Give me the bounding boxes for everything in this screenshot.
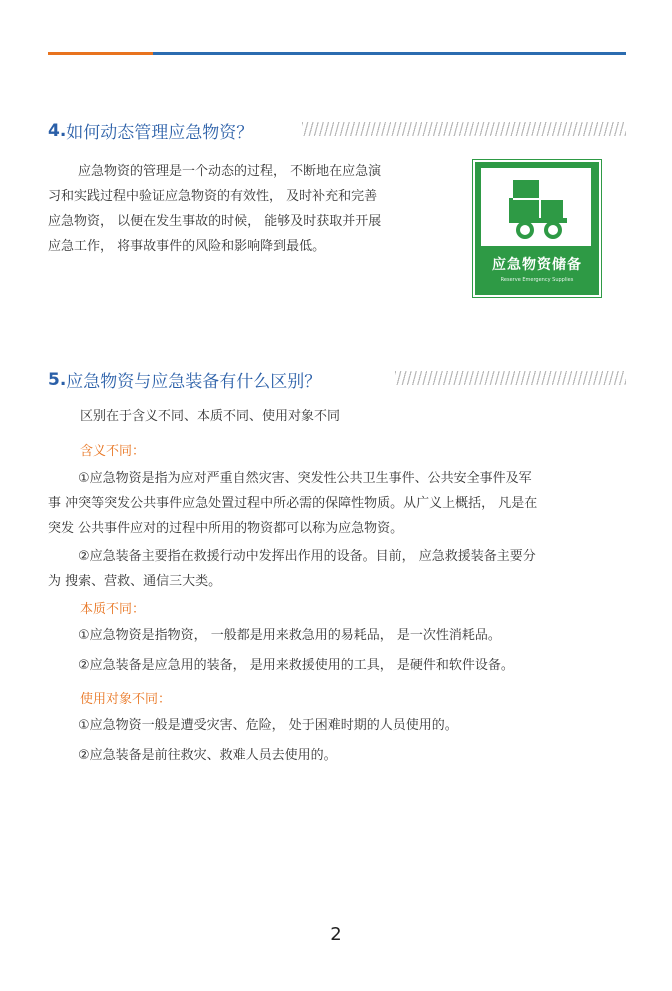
section-4-title: 如何动态管理应急物资？ xyxy=(66,123,254,143)
sign-subtitle: Reserve Emergency Supplies xyxy=(500,277,574,283)
body-line: 事 冲突等突发公共事件应急处置过程中所必需的保障性物质。从广义上概括， 凡是在 xyxy=(48,496,538,511)
heading-hatch-decoration xyxy=(302,122,626,136)
body-line: 习和实践过程中验证应急物资的有效性， 及时补充和完善 xyxy=(48,189,378,204)
body-line: 为 搜索、营救、通信三大类。 xyxy=(48,574,222,589)
body-line: 突发 公共事件应对的过程中所用的物资都可以称为应急物资。 xyxy=(48,521,404,536)
section-4-heading xyxy=(48,118,253,143)
meaning-label: 含义不同： xyxy=(80,444,146,459)
header-divider-blue xyxy=(153,52,626,55)
emergency-supplies-sign xyxy=(473,160,601,297)
nature-label: 本质不同： xyxy=(80,602,146,617)
sign-title: 应急物资储备 xyxy=(492,257,582,273)
nature-paragraph-1: ①应急物资是指物资， 一般都是用来救急用的易耗品， 是一次性消耗品。 xyxy=(78,628,501,643)
body-line: ②应急装备主要指在救援行动中发挥出作用的设备。目前， 应急救援装备主要分 xyxy=(78,549,536,564)
nature-paragraph-2: ②应急装备是应急用的装备， 是用来救援使用的工具， 是硬件和软件设备。 xyxy=(78,658,514,673)
body-line: 应急物资的管理是一个动态的过程， 不断地在应急演 xyxy=(78,164,382,179)
section-5-heading xyxy=(48,367,321,392)
users-label: 使用对象不同： xyxy=(80,692,172,707)
supplies-cart-icon xyxy=(481,168,591,246)
meaning-paragraph-1 xyxy=(48,466,638,541)
users-paragraph-2: ②应急装备是前往救灾、救难人员去使用的。 xyxy=(78,748,337,763)
header-divider-orange xyxy=(48,52,153,55)
header-divider xyxy=(48,52,626,55)
section-5-title: 应急物资与应急装备有什么区别？ xyxy=(66,372,322,392)
users-paragraph-1: ①应急物资一般是遭受灾害、危险， 处于困难时期的人员使用的。 xyxy=(78,718,458,733)
page-number: 2 xyxy=(330,924,342,945)
section-5-intro: 区别在于含义不同、本质不同、使用对象不同 xyxy=(80,409,341,424)
body-line: 应急物资， 以便在发生事故的时候， 能够及时获取并开展 xyxy=(48,214,382,229)
body-line: 应急工作， 将事故事件的风险和影响降到最低。 xyxy=(48,239,326,254)
section-4-body xyxy=(48,159,468,259)
section-5-number: 5. xyxy=(48,369,67,390)
section-4-number: 4. xyxy=(48,120,67,141)
meaning-paragraph-2 xyxy=(48,544,638,594)
body-line: ①应急物资是指为应对严重自然灾害、突发性公共卫生事件、公共安全事件及军 xyxy=(78,471,532,486)
sign-icon-panel xyxy=(481,168,591,246)
heading-hatch-decoration xyxy=(395,371,626,385)
